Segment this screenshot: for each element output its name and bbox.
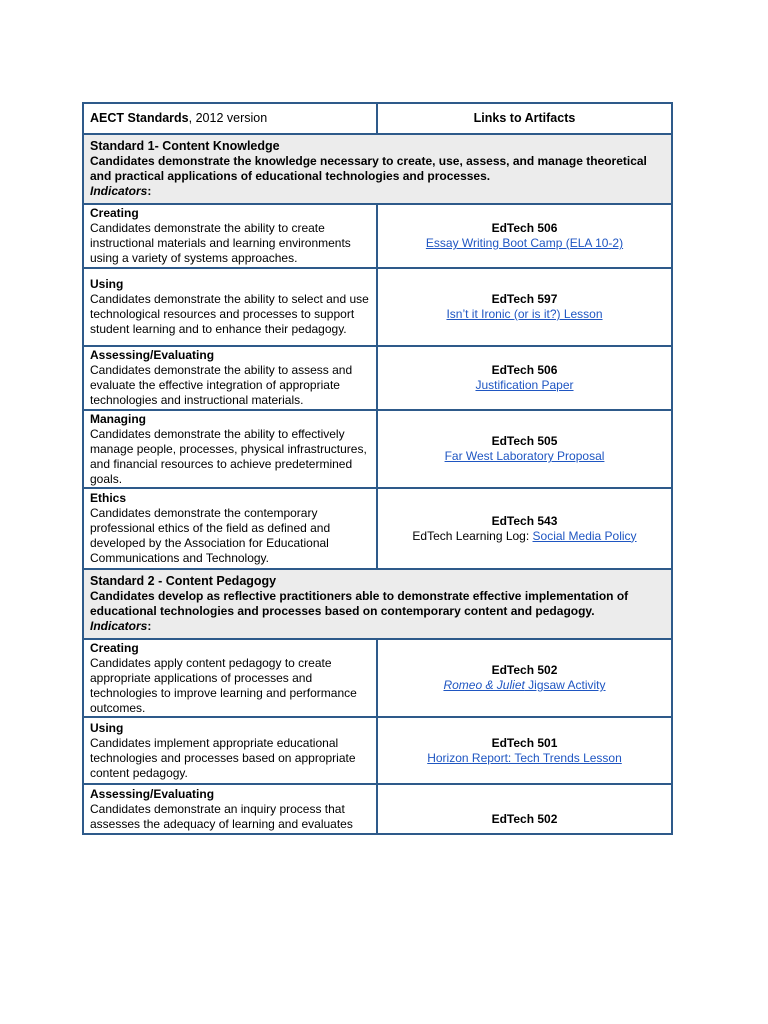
indicator-row bbox=[83, 488, 672, 569]
indicator-cell bbox=[83, 717, 377, 784]
indicators-colon: : bbox=[147, 619, 152, 633]
indicators-label: Indicators bbox=[90, 619, 148, 633]
indicator-name: Using bbox=[90, 277, 124, 291]
standard-row bbox=[83, 134, 672, 204]
standard-row bbox=[83, 569, 672, 639]
indicator-cell bbox=[83, 346, 377, 410]
artifact-prefix: EdTech Learning Log: bbox=[412, 528, 533, 543]
indicator-row bbox=[83, 346, 672, 410]
artifact-link-text[interactable]: Essay Writing Boot Camp (ELA 10-2) bbox=[425, 236, 624, 250]
standard-cell bbox=[83, 569, 672, 639]
indicator-cell bbox=[83, 410, 377, 488]
artifact-cell bbox=[377, 410, 672, 488]
standard-title: Standard 2 - Content Pedagogy bbox=[90, 574, 277, 588]
artifact-link-text[interactable]: Justification Paper bbox=[475, 378, 574, 392]
artifact-link[interactable] bbox=[446, 307, 602, 321]
artifact-link[interactable] bbox=[443, 678, 605, 692]
indicator-name: Managing bbox=[90, 411, 146, 426]
artifact-link-text[interactable]: Far West Laboratory Proposal bbox=[444, 449, 605, 463]
table-header-row bbox=[83, 103, 672, 134]
header-standards-cell bbox=[83, 103, 377, 134]
artifact-cell bbox=[377, 488, 672, 569]
course-label: EdTech 506 bbox=[491, 221, 558, 235]
header-title-bold: AECT Standards bbox=[90, 111, 189, 125]
artifact-link[interactable] bbox=[445, 449, 605, 463]
aect-standards-table bbox=[82, 102, 673, 835]
artifact-line bbox=[384, 678, 665, 693]
indicator-text: Candidates apply content pedagogy to create appropriate applications of processes and technologies to improve learning and performance outcomes. bbox=[90, 655, 357, 715]
artifact-link-text[interactable]: Isn’t it Ironic (or is it?) Lesson bbox=[446, 307, 603, 321]
artifact-cell bbox=[377, 268, 672, 346]
artifact-cell bbox=[377, 717, 672, 784]
course-label: EdTech 505 bbox=[491, 434, 558, 448]
artifact-line bbox=[384, 751, 665, 766]
indicators-heading bbox=[90, 184, 665, 199]
indicator-text: Candidates demonstrate the contemporary professional ethics of the field as defined and developed by the Association for Educational Communications and Technology. bbox=[90, 506, 331, 565]
indicator-name: Assessing/Evaluating bbox=[90, 786, 215, 801]
artifact-link-italic[interactable]: Romeo & Juliet bbox=[443, 678, 525, 692]
course-label: EdTech 502 bbox=[491, 663, 558, 677]
indicator-cell bbox=[83, 784, 377, 834]
indicator-text: Candidates implement appropriate educational technologies and processes based on appropriate content pedagogy. bbox=[90, 735, 356, 780]
artifact-link[interactable] bbox=[475, 378, 573, 392]
artifact-line bbox=[384, 307, 665, 322]
indicators-label: Indicators bbox=[90, 184, 148, 198]
course-label: EdTech 506 bbox=[491, 363, 558, 377]
indicator-cell bbox=[83, 639, 377, 717]
artifact-link[interactable] bbox=[427, 751, 622, 765]
indicator-cell bbox=[83, 488, 377, 569]
standard-cell bbox=[83, 134, 672, 204]
artifact-line bbox=[384, 236, 665, 251]
standard-description: Candidates develop as reflective practitioners able to demonstrate effective implementation of educational technologies and processes based on contemporary content and pedagogy. bbox=[90, 589, 629, 618]
indicator-text: Candidates demonstrate the ability to assess and evaluate the effective integration of appropriate technologies and instructional materials. bbox=[90, 363, 353, 407]
course-label: EdTech 543 bbox=[491, 513, 558, 528]
indicator-text: Candidates demonstrate the ability to select and use technological resources and processes to support student learning and to enhance their pedagogy. bbox=[90, 292, 369, 336]
indicator-row bbox=[83, 639, 672, 717]
indicator-text: Candidates demonstrate the ability to create instructional materials and learning environments using a variety of systems approaches. bbox=[90, 221, 351, 265]
artifact-link-text[interactable]: Horizon Report: Tech Trends Lesson bbox=[427, 750, 622, 765]
indicators-colon: : bbox=[147, 184, 152, 198]
artifact-cell bbox=[377, 639, 672, 717]
indicator-text: Candidates demonstrate the ability to effectively manage people, processes, physical infrastructures, and financial resources to achieve predetermined goals. bbox=[90, 426, 367, 486]
artifact-line bbox=[384, 449, 665, 464]
indicator-row bbox=[83, 268, 672, 346]
artifact-link-text[interactable]: Social Media Policy bbox=[532, 528, 637, 543]
indicators-heading bbox=[90, 619, 665, 634]
indicator-row bbox=[83, 204, 672, 268]
indicator-cell bbox=[83, 268, 377, 346]
standard-title: Standard 1- Content Knowledge bbox=[90, 139, 280, 153]
header-links-cell: Links to Artifacts bbox=[377, 103, 672, 134]
artifact-link[interactable] bbox=[533, 529, 637, 543]
standard-description: Candidates demonstrate the knowledge necessary to create, use, assess, and manage theoretical and practical applications of educational technologies and processes. bbox=[90, 154, 647, 183]
artifact-line bbox=[384, 378, 665, 393]
artifact-link[interactable] bbox=[426, 236, 623, 250]
artifact-cell bbox=[377, 784, 672, 834]
artifact-cell bbox=[377, 204, 672, 268]
course-label: EdTech 597 bbox=[491, 292, 558, 306]
indicator-row bbox=[83, 784, 672, 834]
header-title-rest: , 2012 version bbox=[188, 111, 268, 125]
artifact-cell bbox=[377, 346, 672, 410]
indicator-row bbox=[83, 410, 672, 488]
course-label: EdTech 501 bbox=[491, 735, 558, 750]
course-label: EdTech 502 bbox=[491, 812, 558, 826]
indicator-name: Using bbox=[90, 720, 124, 735]
indicator-row bbox=[83, 717, 672, 784]
artifact-link-text[interactable]: Jigsaw Activity bbox=[524, 678, 606, 692]
indicator-name: Creating bbox=[90, 206, 139, 220]
indicator-name: Assessing/Evaluating bbox=[90, 348, 215, 362]
indicator-name: Ethics bbox=[90, 491, 127, 505]
artifact-line bbox=[384, 529, 665, 544]
indicator-cell bbox=[83, 204, 377, 268]
indicator-name: Creating bbox=[90, 640, 139, 655]
indicator-text: Candidates demonstrate an inquiry process that assesses the adequacy of learning and evaluates bbox=[90, 801, 353, 831]
